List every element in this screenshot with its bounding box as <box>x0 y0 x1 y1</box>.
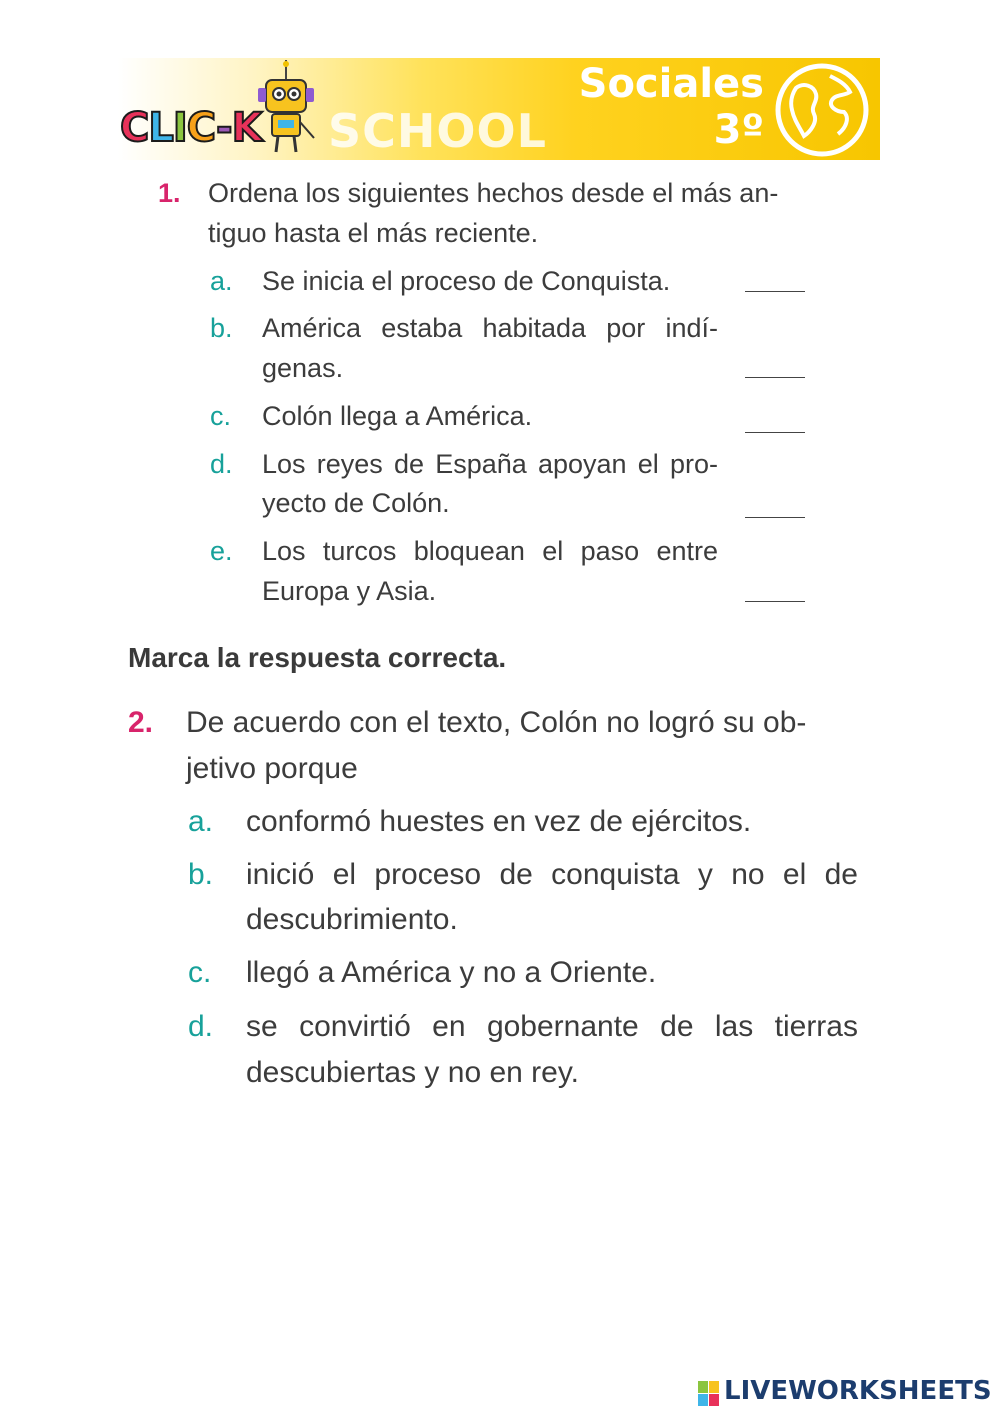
q1-answer-blank[interactable] <box>745 377 805 378</box>
q2-option-text[interactable]: conformó huestes en vez de ejércitos. <box>246 805 752 838</box>
q1-option-text: América estaba habitada por indí- <box>262 313 718 343</box>
q1-answer-blank[interactable] <box>745 291 805 292</box>
q2-number: 2. <box>128 706 154 739</box>
q1-option-text-cont: genas. <box>262 353 344 383</box>
robot-mascot-icon <box>250 58 320 158</box>
q1-answer-blank[interactable] <box>745 601 805 602</box>
q1-prompt-line2: tiguo hasta el más reciente. <box>208 218 539 248</box>
q2-option-letter[interactable]: b. <box>188 858 214 891</box>
q2-option-text[interactable]: llegó a América y no a Oriente. <box>246 956 657 989</box>
grade-label: 3º <box>713 107 764 153</box>
q2-option-letter[interactable]: d. <box>188 1010 214 1043</box>
q2-option-letter[interactable]: c. <box>188 956 212 989</box>
liveworksheets-logo-icon <box>698 1381 720 1407</box>
q2-option-text[interactable]: inició el proceso de conquista y no el de <box>246 858 858 891</box>
q2-prompt-line1: De acuerdo con el texto, Colón no logró su ob- <box>186 706 807 739</box>
q1-prompt-line1: Ordena los siguientes hechos desde el más an- <box>208 178 779 208</box>
q1-option-text: Los reyes de España apoyan el pro- <box>262 449 718 479</box>
q2-option-letter[interactable]: a. <box>188 805 214 838</box>
q2-option-text-cont[interactable]: descubiertas y no en rey. <box>246 1056 579 1089</box>
q1-number: 1. <box>158 178 181 208</box>
clic-k-logo: CLIC-K <box>120 105 262 151</box>
q2-option-text[interactable]: se convirtió en gobernante de las tierras <box>246 1010 858 1043</box>
q1-option-letter: c. <box>210 401 232 431</box>
q2-prompt-line2: jetivo porque <box>186 752 358 785</box>
section-title: Marca la respuesta correcta. <box>128 642 507 673</box>
q1-option-text: Los turcos bloquean el paso entre <box>262 536 718 566</box>
q1-option-letter: a. <box>210 266 233 296</box>
q1-answer-blank[interactable] <box>745 517 805 518</box>
q1-option-text: Colón llega a América. <box>262 401 533 431</box>
q2-option-text-cont[interactable]: descubrimiento. <box>246 903 458 936</box>
q1-option-letter: d. <box>210 449 233 479</box>
q1-option-text-cont: Europa y Asia. <box>262 576 437 606</box>
liveworksheets-brand: LIVEWORKSHEETS <box>724 1376 992 1406</box>
q1-option-text: Se inicia el proceso de Conquista. <box>262 266 671 296</box>
q1-option-letter: e. <box>210 536 233 566</box>
globe-icon <box>774 62 870 158</box>
q1-option-text-cont: yecto de Colón. <box>262 488 450 518</box>
q1-option-letter: b. <box>210 313 233 343</box>
school-wordmark: SCHOOL <box>328 104 547 158</box>
q1-answer-blank[interactable] <box>745 432 805 433</box>
subject-title: Sociales <box>578 61 764 107</box>
